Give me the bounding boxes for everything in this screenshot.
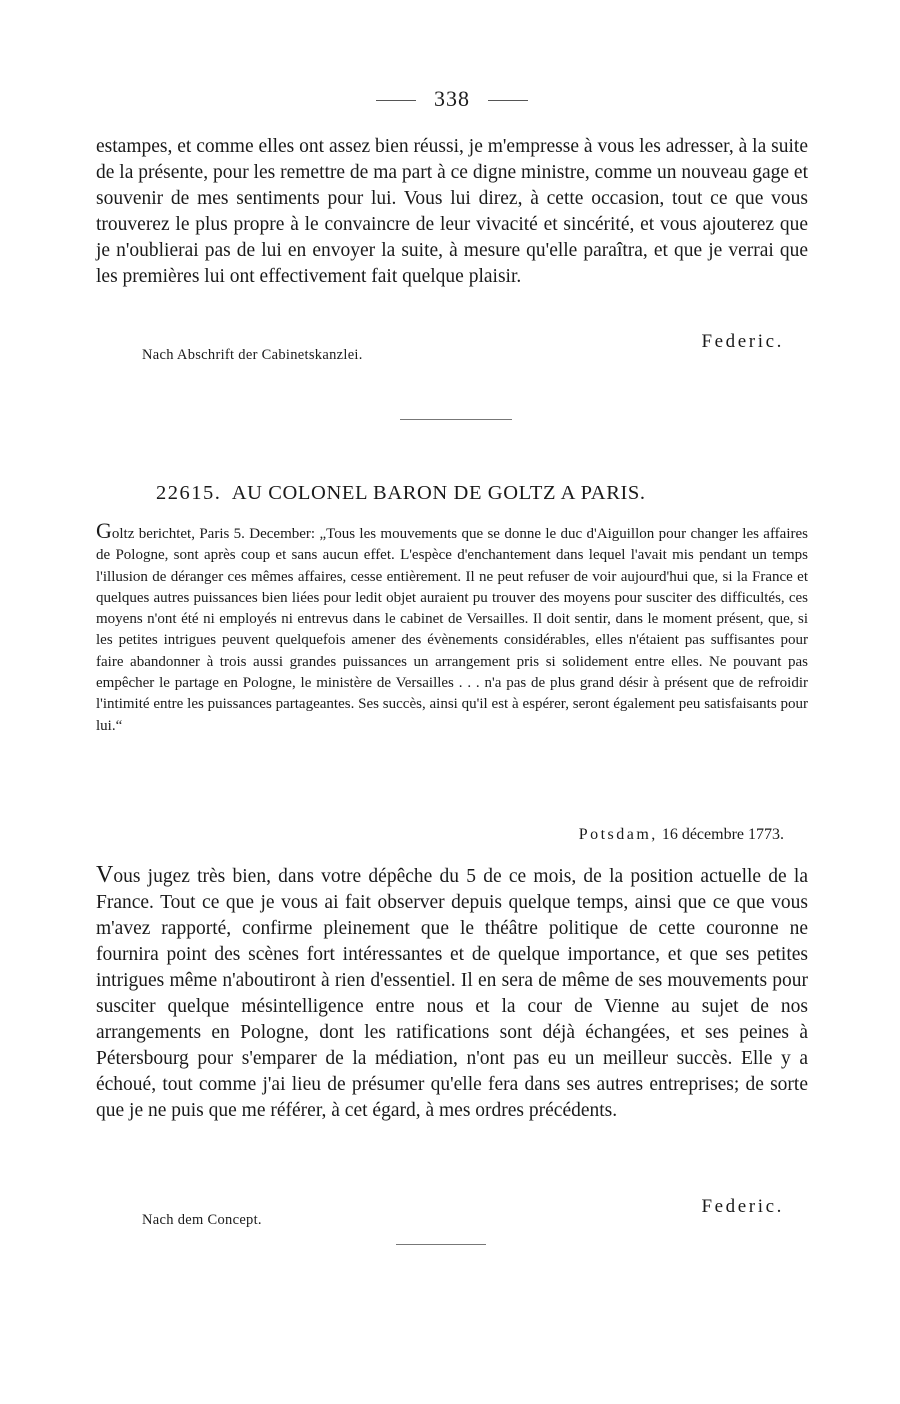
- letter-body-text: ous jugez très bien, dans votre dépêche du 5 de ce mois, de la position actuelle de la France. Tout ce que je vous ai fait observer depuis quelque temps, ainsi que ce que vous m'avez rapporté, confirme pleinement que le théâtre politique de cette couronne ne fournira point des scènes fort intéressantes et de quelque importance, et que ses petites intrigues même n'aboutiront à rien d'essentiel. Il en sera de même de ses mouvements pour susciter quelque mésintelligence entre nous et la cour de Vienne au sujet de nos arrangements en Pologne, dont les ratifications sont déjà échangées, et ses peines à Pétersbourg pour s'emparer de la médiation, n'ont pas eu un meilleur succès. Elle y a échoué, tout comme j'ai lieu de présumer qu'elle fera dans ses autres entreprises; de sorte que je ne puis que me référer, à cet égard, à mes ordres précédents.: [96, 866, 808, 1121]
- header-dash-left: [376, 100, 416, 101]
- date-place: Potsdam,: [578, 826, 658, 843]
- letter-heading: [156, 482, 646, 505]
- letter-title: AU COLONEL BARON DE GOLTZ A PARIS.: [231, 482, 646, 504]
- letter-body: [96, 862, 808, 1124]
- previous-letter-source: Nach Abschrift der Cabinetskanzlei.: [142, 347, 363, 363]
- date: 16 décembre 1773.: [661, 826, 784, 843]
- summary-text: oltz berichtet, Paris 5. December: „Tous les mouvements que se donne le duc d'Aiguillon pour changer les affaires de Pologne, sont après coup et sans aucun effet. L'espèce d'enchantement dans lequel l'avait mis pendant un temps l'illusion de déranger ces mêmes affaires, cesse entièrement. Il ne peut refuser de voir aujourd'hui que, si la France et quelques autres puissances bien liées pour ledit objet auraient pu trouver des moyens pour susciter des difficultés, ces moyens n'ont été ni employés ni entrevus dans le cabinet de Versailles. Il doit sentir, dans le moment présent, que, si les petites intrigues peuvent quelquefois amener des évènements considérables, elles n'étaient pas suffisantes pour faire abandonner à trois aussi grandes puissances un arrangement pris si solidement entre elles. Ne pouvant pas empêcher le partage en Pologne, le ministère de Versailles . . . n'a pas de plus grand désir à présent que de refroidir l'intimité entre les puissances partageantes. Ses succès, ainsi qu'il est à espérer, seront également peu satisfaisants pour lui.“: [96, 526, 808, 734]
- previous-letter-signature: Federic.: [701, 331, 784, 352]
- end-rule: [396, 1244, 486, 1245]
- summary-lead-letter: G: [96, 518, 112, 543]
- page-header: [96, 86, 808, 112]
- page: [96, 0, 808, 1404]
- dateline: [579, 826, 784, 844]
- previous-letter-text: estampes, et comme elles ont assez bien réussi, je m'empresse à vous les adresser, à la suite de la présente, pour les remettre de ma part à ce digne ministre, comme un nouveau gage et souvenir de mes sentiments pour lui. Vous lui direz, à cette occasion, tout ce que vous trouverez le plus propre à le convaincre de leur vivacité et sincérité, et vous ajouterez que je n'oublierai pas de lui en envoyer la suite, à mesure qu'elle paraîtra, et que je verrai que les premières lui ont effectivement fait quelque plaisir.: [96, 136, 809, 287]
- page-number: 338: [434, 86, 470, 111]
- header-dash-right: [488, 100, 528, 101]
- letter-number: 22615.: [156, 482, 222, 504]
- letter-source: Nach dem Concept.: [142, 1212, 262, 1228]
- letter-signature: Federic.: [701, 1196, 784, 1217]
- body-lead-letter: V: [96, 862, 114, 888]
- report-summary: [96, 520, 808, 737]
- section-divider: [400, 419, 512, 420]
